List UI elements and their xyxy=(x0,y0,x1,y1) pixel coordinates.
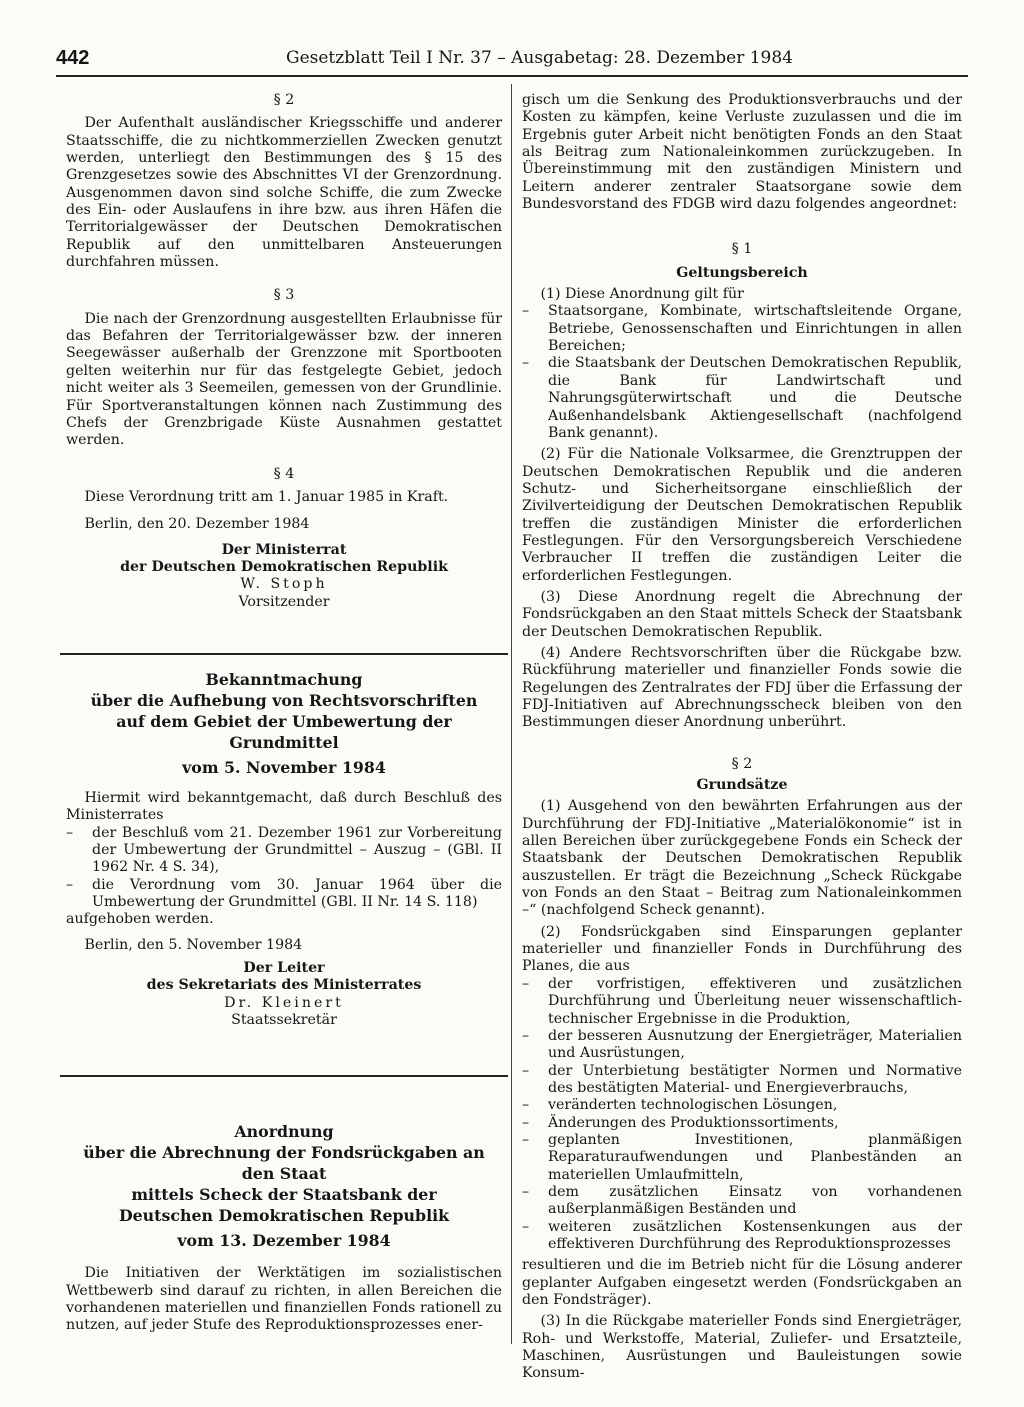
order-s2-para-2: (2) Fondsrückgaben sind Einsparungen geplanter materieller und finanzieller Fonds in Durchführung des Planes, die aus xyxy=(522,923,962,975)
notice-title-line-1: Bekanntmachung xyxy=(205,669,363,689)
order-s2-para-2-end: resultieren und die im Betrieb nicht für die Lösung anderer geplanter Aufgaben eingesetzt werden (Fondsrückgaben an den Fondsträger). xyxy=(522,1257,962,1308)
order-section-2-title: Grundsätze xyxy=(696,777,788,794)
source-item-text: der besseren Ausnutzung der Energieträger, Materialien und Ausrüstungen, xyxy=(548,1027,962,1062)
notice-title-line-3: auf dem Gebiet der Umbewertung der Grundmittel xyxy=(116,711,452,752)
dash-marker: – xyxy=(66,876,74,893)
source-item-5 xyxy=(522,1115,962,1132)
notice-outro: aufgehoben werden. xyxy=(66,911,214,928)
right-column xyxy=(522,92,962,1383)
dash-marker: – xyxy=(522,1027,530,1044)
source-item-3 xyxy=(522,1063,962,1098)
signature-1-org-line-1: Der Ministerrat xyxy=(221,541,347,558)
dash-marker: – xyxy=(522,1218,530,1235)
signature-1-name: W. Stoph xyxy=(240,576,328,593)
order-s2-para-3: (3) In die Rückgabe materieller Fonds sind Energieträger, Roh- und Werkstoffe, Material, Zuliefer- und Ersatzteile, Maschinen, Ausrüstungen und Bauleistungen sowie Konsum- xyxy=(522,1313,962,1382)
dash-marker: – xyxy=(522,355,530,372)
source-item-7 xyxy=(522,1184,962,1219)
signature-1-org-line-2: der Deutschen Demokratischen Republik xyxy=(120,558,448,575)
source-item-text: veränderten technologischen Lösungen, xyxy=(548,1097,838,1114)
notice-item-text: die Verordnung vom 30. Januar 1964 über die Umbewertung der Grundmittel (GBl. II Nr. 14 S. 118) xyxy=(92,876,502,910)
source-item-text: der vorfristigen, effektiveren und zusätzlichen Durchführung und Überleitung neuer wissenschaftlich-technischer Ergebnisse in die Produktion, xyxy=(548,975,962,1027)
scope-item-text: die Staatsbank der Deutschen Demokratischen Republik, die Bank für Landwirtschaft und Nahrungsgüterwirtschaft und die Deutsche Außenhandelsbank Aktiengesellschaft (nachfolgend Bank genannt). xyxy=(548,355,962,441)
scope-item-text: Staatsorgane, Kombinate, wirtschaftsleitende Organe, Betriebe, Genossenschaften und Einrichtungen in allen Bereichen; xyxy=(548,303,962,355)
order-section-1-title: Geltungsbereich xyxy=(676,264,808,281)
order-intro: Die Initiativen der Werktätigen im sozialistischen Wettbewerb sind darauf zu richten, in allen Bereichen die vorhandenen materiellen und finanziellen Fonds rationell zu nutzen, auf jeder Stufe des Reproduktionsprozesses ener- xyxy=(66,1265,502,1334)
signature-2-org-line-1: Der Leiter xyxy=(243,960,325,977)
notice-item-text: der Beschluß vom 21. Dezember 1961 zur Vorbereitung der Umbewertung der Grundmittel – Auszug – (GBl. II 1962 Nr. 4 S. 34), xyxy=(92,824,502,876)
order-s1-para-2: (2) Für die Nationale Volksarmee, die Grenztruppen der Deutschen Demokratischen Republik und die anderen Schutz- und Sicherheitsorgane einschließlich der Zivilverteidigung der Deutschen Demokratischen Republik treffen die zuständigen Minister die erforderlichen Festlegungen. Für den Versorgungsbereich Verschiedene Verbraucher II treffen die zuständigen Leiter die erforderlichen Festlegungen. xyxy=(522,446,962,584)
notice-date: vom 5. November 1984 xyxy=(182,757,386,777)
left-column xyxy=(66,92,502,1335)
signature-2-role: Staatssekretär xyxy=(231,1012,337,1029)
source-item-2 xyxy=(522,1028,962,1063)
header-title: Gesetzblatt Teil I Nr. 37 – Ausgabetag: 28. Dezember 1984 xyxy=(286,48,793,68)
dash-marker: – xyxy=(522,975,530,992)
source-item-text: Änderungen des Produktionssortiments, xyxy=(548,1114,839,1131)
section-2-heading: § 2 xyxy=(273,92,295,108)
page-number: 442 xyxy=(56,47,90,69)
source-item-1 xyxy=(522,976,962,1028)
source-item-8 xyxy=(522,1219,962,1254)
order-s1-para-1: (1) Diese Anordnung gilt für xyxy=(540,286,744,303)
signature-1-role: Vorsitzender xyxy=(238,593,330,610)
source-item-text: weiteren zusätzlichen Kostensenkungen aus der effektiveren Durchführung des Reproduktionsprozesses xyxy=(548,1218,962,1252)
order-title-line-1: Anordnung xyxy=(234,1122,334,1142)
notice-item-1 xyxy=(66,825,502,877)
section-3-text: Die nach der Grenzordnung ausgestellten Erlaubnisse für das Befahren der Territorialgewässer bzw. der inneren Seegewässer außerhalb der Grenzzone mit Sportbooten gelten weiterhin nur für das festgelegte Gebiet, jedoch nicht weiter als 3 Seemeilen, gemessen von der Grundlinie. Für Sportveranstaltungen können nach Zustimmung des Chefs der Grenzbrigade Küste Ausnahmen gestattet werden. xyxy=(66,310,502,449)
section-4-text: Diese Verordnung tritt am 1. Januar 1985 in Kraft. xyxy=(84,488,449,505)
scope-item-1 xyxy=(522,303,962,355)
section-4-heading: § 4 xyxy=(273,465,295,482)
dash-marker: – xyxy=(522,1131,530,1148)
dash-marker: – xyxy=(522,1062,530,1079)
column-divider xyxy=(511,84,512,1344)
source-item-text: dem zusätzlichen Einsatz von vorhandenen außerplanmäßigen Beständen und xyxy=(548,1183,962,1218)
dash-marker: – xyxy=(522,1183,530,1200)
order-title-line-3: mittels Scheck der Staatsbank der xyxy=(131,1185,437,1205)
notice-title-line-2: über die Aufhebung von Rechtsvorschriften xyxy=(90,690,478,710)
dash-marker: – xyxy=(522,303,530,320)
signature-2-org-line-2: des Sekretariats des Ministerrates xyxy=(146,977,422,994)
section-3-heading: § 3 xyxy=(273,287,295,304)
order-section-2-heading: § 2 xyxy=(731,755,753,772)
order-s1-para-3: (3) Diese Anordnung regelt die Abrechnung der Fondsrückgaben an den Staat mittels Scheck der Staatsbank der Deutschen Demokratischen Republik. xyxy=(522,588,962,640)
dash-marker: – xyxy=(522,1114,530,1131)
dash-marker: – xyxy=(66,824,74,841)
notice-item-2 xyxy=(66,877,502,912)
notice-intro: Hiermit wird bekanntgemacht, daß durch Beschluß des Ministerrates xyxy=(66,789,502,824)
order-title-line-4: Deutschen Demokratischen Republik xyxy=(118,1206,450,1226)
order-s1-para-4: (4) Andere Rechtsvorschriften über die Rückgabe bzw. Rückführung materieller und finanzieller Fonds sowie die Regelungen des Zentralrates der FDJ über die Erfassung der FDJ-Initiativen auf Abrechnungsscheck bleiben von den Bestimmungen dieser Anordnung unberührt. xyxy=(522,644,962,731)
source-item-text: geplanten Investitionen, planmäßigen Reparaturaufwendungen und Planbeständen an materiellen Umlaufmitteln, xyxy=(548,1131,962,1183)
source-item-4 xyxy=(522,1097,962,1114)
order-s2-para-1: (1) Ausgehend von den bewährten Erfahrungen aus der Durchführung der FDJ-Initiative „Materialökonomie“ ist in allen Bereichen über zurückgegebene Fonds ein Scheck der Staatsbank der Deutschen Demokratischen Republik auszustellen. Er trägt die Bezeichnung „Scheck Rückgabe von Fonds an den Staat – Beitrag zum Nationaleinkommen –“ (nachfolgend Scheck genannt). xyxy=(522,798,962,919)
section-2-text: Der Aufenthalt ausländischer Kriegsschiffe und anderer Staatsschiffe, die zu nichtkommerziellen Zwecken genutzt werden, unterliegt den Bestimmungen des § 15 des Grenzgesetzes sowie des Abschnittes VI der Grenzordnung. Ausgenommen davon sind solche Schiffe, die zum Zwecke des Ein- oder Auslaufens in ihre bzw. aus ihren Häfen die Territorialgewässer der Deutschen Demokratischen Republik auf den unmittelbaren Ansteuerungen durchfahren müssen. xyxy=(66,115,502,271)
source-item-text: der Unterbietung bestätigter Normen und Normative des bestätigten Material- und Energieverbrauchs, xyxy=(548,1062,962,1096)
place-date-1: Berlin, den 20. Dezember 1984 xyxy=(84,516,310,533)
order-intro-continued: gisch um die Senkung des Produktionsverbrauchs und der Kosten zu kämpfen, keine Verluste zuzulassen und die im Ergebnis guter Arbeit nicht benötigten Fonds an den Staat als Beitrag zum Nationaleinkommen zurückzugeben. In Übereinstimmung mit den zuständigen Ministern und Leitern anderer zentraler Staatsorgane sowie dem Bundesvorstand des FDGB wird dazu folgendes angeordnet: xyxy=(522,92,962,213)
dash-marker: – xyxy=(522,1097,530,1114)
scope-item-2 xyxy=(522,355,962,442)
order-title-line-2: über die Abrechnung der Fondsrückgaben an den Staat xyxy=(83,1143,485,1184)
source-item-6 xyxy=(522,1132,962,1184)
order-section-1-heading: § 1 xyxy=(731,241,753,258)
signature-2-name: Dr. Kleinert xyxy=(224,994,344,1011)
order-date: vom 13. Dezember 1984 xyxy=(177,1231,391,1251)
place-date-2: Berlin, den 5. November 1984 xyxy=(84,936,303,953)
page-header xyxy=(56,45,968,77)
